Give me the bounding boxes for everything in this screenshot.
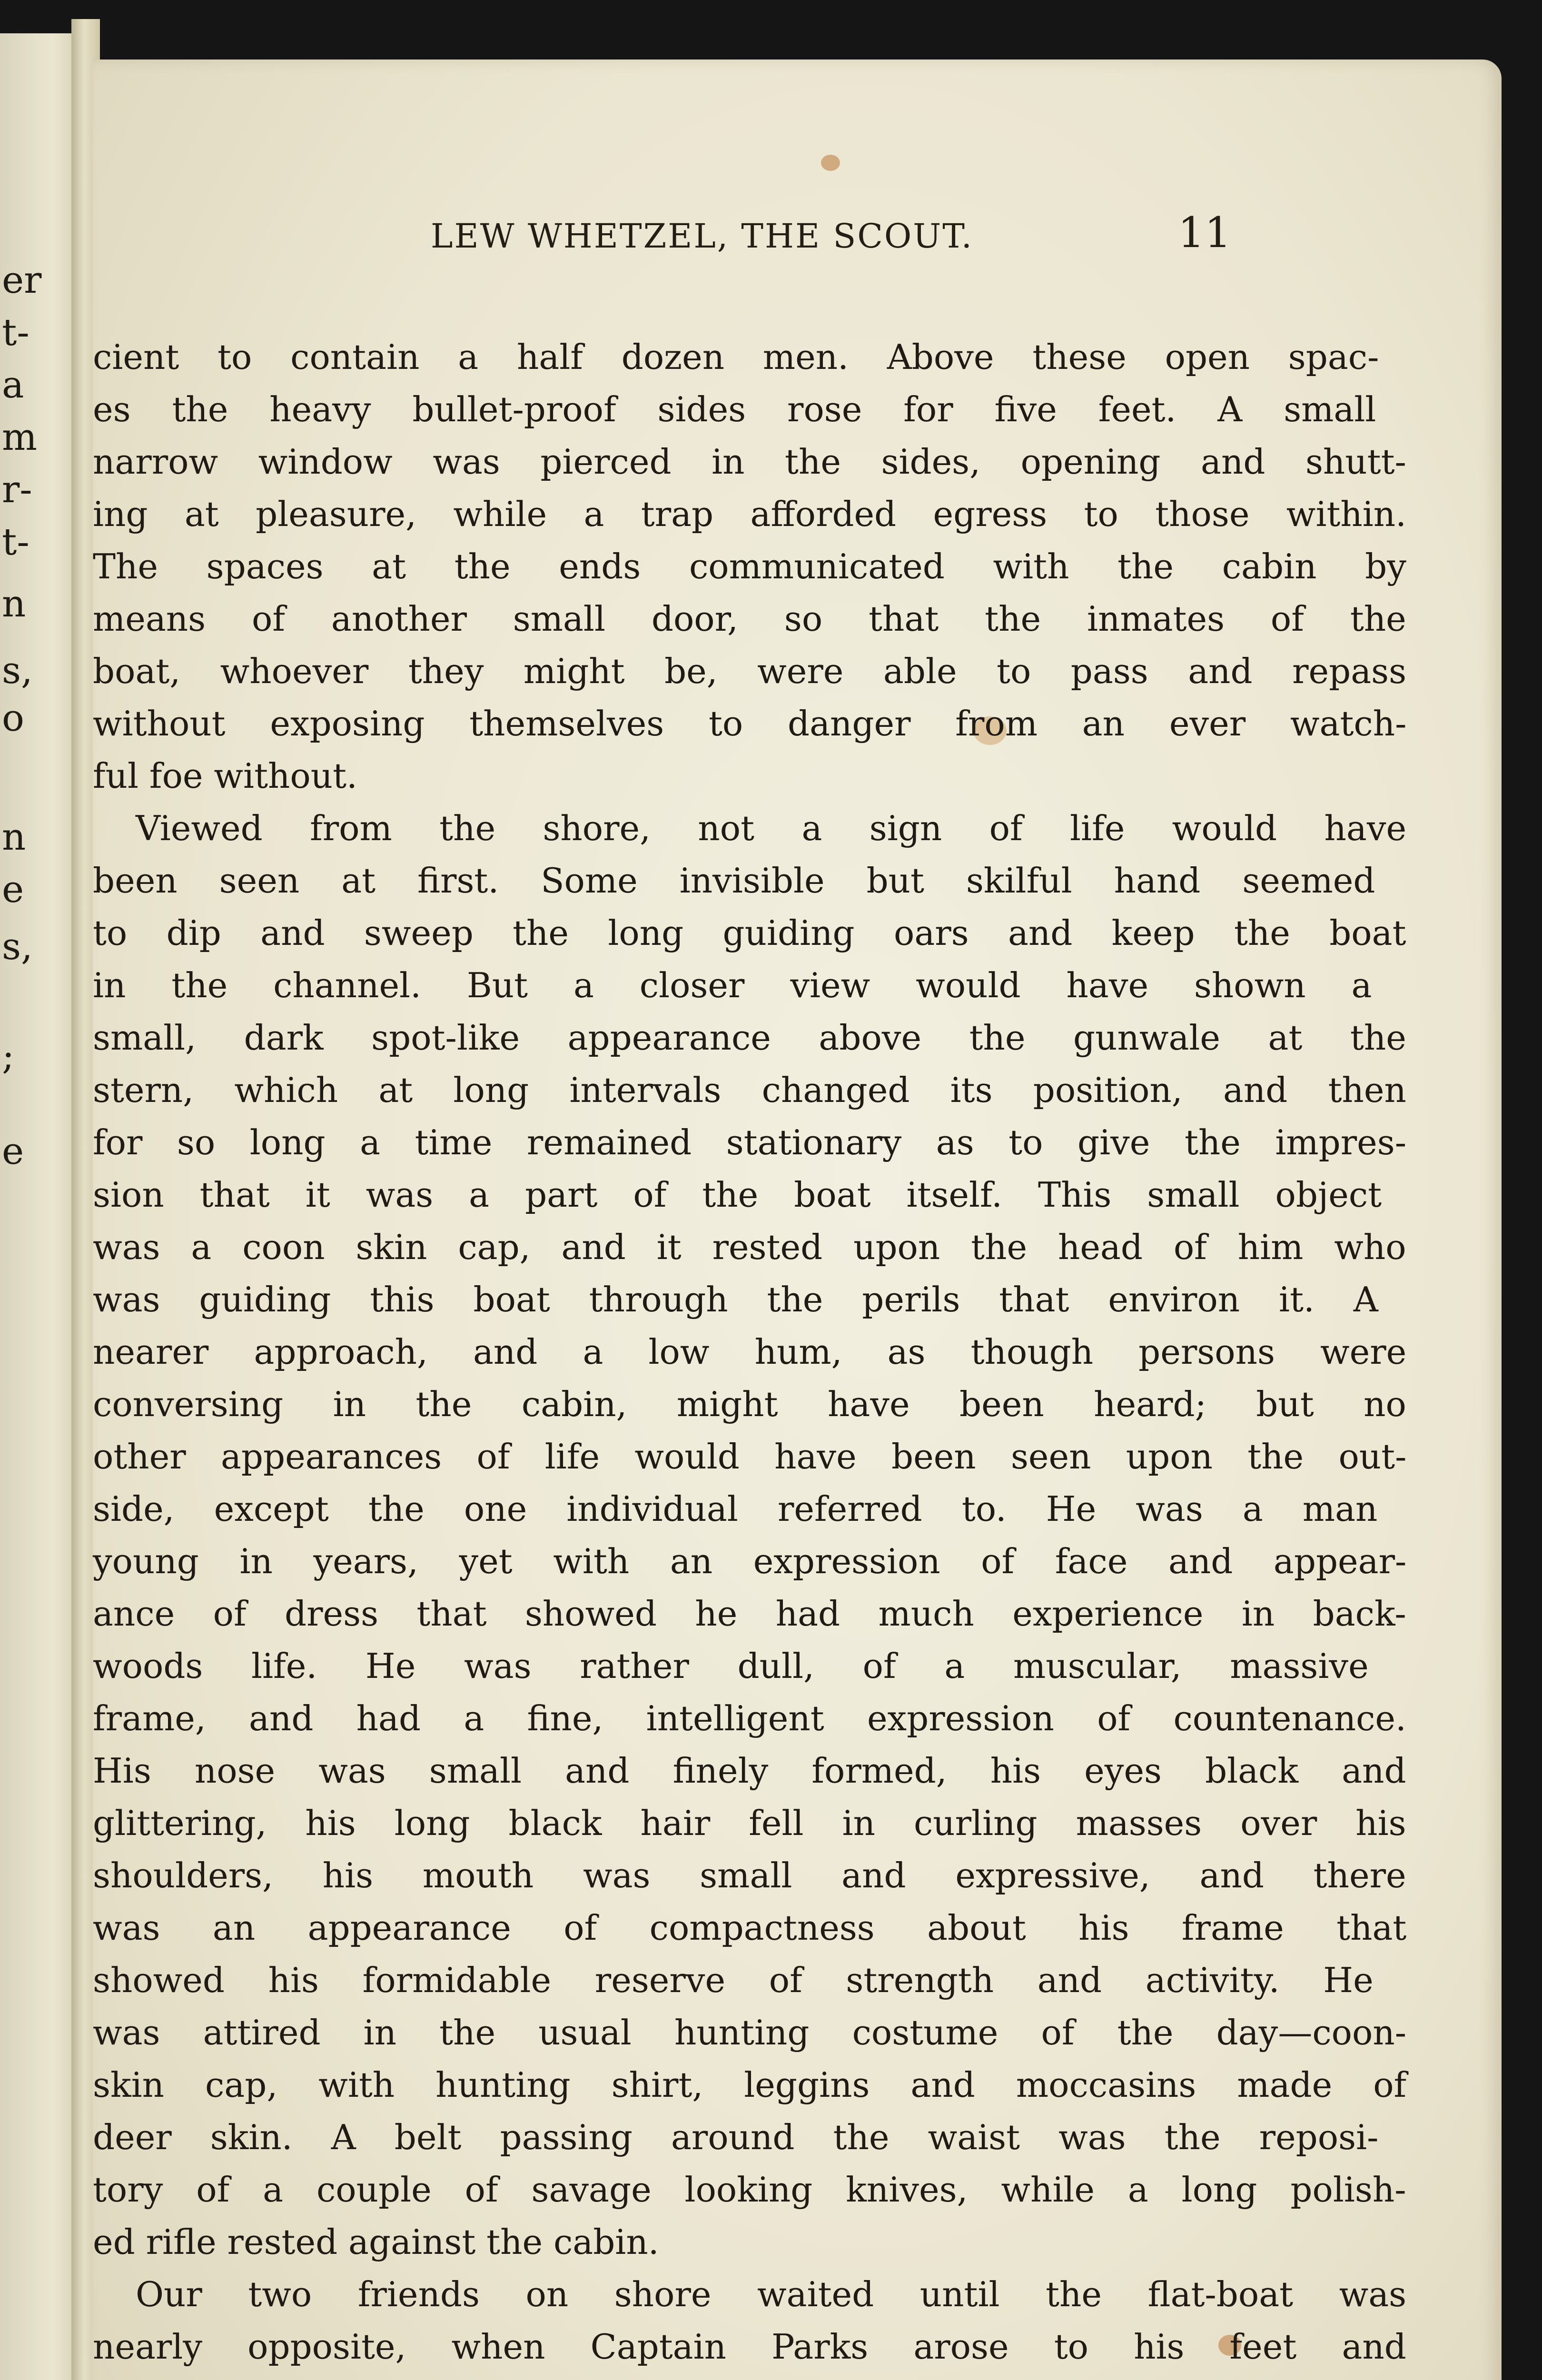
text-line: boat, whoever they might be, were able to pass and repass <box>93 651 1407 691</box>
left-page-fragment: n <box>2 583 26 625</box>
text-line: narrow window was pierced in the sides, opening and shutt- <box>93 442 1406 482</box>
left-page-fragment: r- <box>2 468 32 511</box>
text-line: to dip and sweep the long guiding oars and keep the boat <box>93 913 1406 953</box>
text-line: nearer approach, and a low hum, as though persons were <box>93 1332 1407 1372</box>
text-line: woods life. He was rather dull, of a muscular, massive <box>93 1646 1369 1686</box>
text-line: ed rifle rested against the cabin. <box>93 2222 659 2262</box>
paper-stain <box>821 155 840 171</box>
text-line: for so long a time remained stationary as to give the impres- <box>93 1122 1407 1162</box>
text-line: cient to contain a half dozen men. Above these open spac- <box>93 337 1379 377</box>
left-page-fragment: er <box>2 259 42 302</box>
left-page-fragment: a <box>2 364 24 407</box>
text-line: without exposing themselves to danger from an ever watch- <box>93 704 1407 744</box>
text-line: in the channel. But a closer view would have shown a <box>93 965 1372 1005</box>
text-line: glittering, his long black hair fell in curling masses over his <box>93 1803 1406 1843</box>
left-page-fragment: m <box>2 416 37 459</box>
text-line: skin cap, with hunting shirt, leggins and moccasins made of <box>93 2065 1407 2105</box>
left-page-fragment: n <box>2 816 26 859</box>
text-line: means of another small door, so that the inmates of the <box>93 599 1406 639</box>
text-line: es the heavy bullet-proof sides rose for five feet. A small <box>93 389 1376 429</box>
left-page-fragment: t- <box>2 311 30 354</box>
text-line: sion that it was a part of the boat itself. This small object <box>93 1175 1382 1215</box>
left-page-fragment: s, <box>2 925 33 968</box>
text-line: nearly opposite, when Captain Parks arose to his feet and <box>93 2327 1406 2367</box>
left-page-fragment: e <box>2 868 24 911</box>
text-line: was attired in the usual hunting costume of the day—coon- <box>93 2013 1407 2053</box>
left-page-fragment: e <box>2 1130 24 1173</box>
text-line: deer skin. A belt passing around the waist was the reposi- <box>93 2117 1379 2157</box>
page-number: 11 <box>1178 208 1231 257</box>
text-line: small, dark spot-like appearance above the gunwale at the <box>93 1018 1406 1058</box>
left-page-fragment: t- <box>2 521 30 564</box>
text-line: other appearances of life would have been seen upon the out- <box>93 1437 1407 1477</box>
left-page-fragment: ; <box>2 1035 15 1078</box>
text-line: Viewed from the shore, not a sign of life would have <box>136 808 1407 848</box>
running-head <box>93 208 1502 274</box>
text-line: The spaces at the ends communicated with the cabin by <box>93 546 1406 586</box>
text-line: was an appearance of compactness about his frame that <box>93 1908 1407 1948</box>
left-page-fragment: o <box>2 697 24 740</box>
text-line: Our two friends on shore waited until the flat-boat was <box>136 2274 1407 2314</box>
text-line: been seen at first. Some invisible but skilful hand seemed <box>93 861 1375 901</box>
running-title: LEW WHETZEL, THE SCOUT. <box>431 217 973 256</box>
text-line: side, except the one individual referred to. He was a man <box>93 1489 1378 1529</box>
text-line: conversing in the cabin, might have been heard; but no <box>93 1384 1406 1424</box>
book-page <box>93 60 1502 2380</box>
text-line: tory of a couple of savage looking knives, while a long polish- <box>93 2170 1406 2210</box>
text-line: ful foe without. <box>93 756 357 796</box>
left-page-fragment: s, <box>2 649 33 692</box>
text-line: young in years, yet with an expression of face and appear- <box>93 1541 1407 1581</box>
text-line: stern, which at long intervals changed its position, and then <box>93 1070 1406 1110</box>
text-line: shoulders, his mouth was small and expressive, and there <box>93 1855 1406 1895</box>
text-line: ance of dress that showed he had much experience in back- <box>93 1594 1406 1634</box>
text-line: frame, and had a fine, intelligent expression of countenance. <box>93 1698 1406 1738</box>
text-line: was a coon skin cap, and it rested upon the head of him who <box>93 1227 1406 1267</box>
text-line: ing at pleasure, while a trap afforded egress to those within. <box>93 494 1407 534</box>
text-line: showed his formidable reserve of strength and activity. He <box>93 1960 1374 2000</box>
text-line: was guiding this boat through the perils that environ it. A <box>93 1279 1378 1319</box>
text-line: His nose was small and finely formed, his eyes black and <box>93 1751 1406 1791</box>
